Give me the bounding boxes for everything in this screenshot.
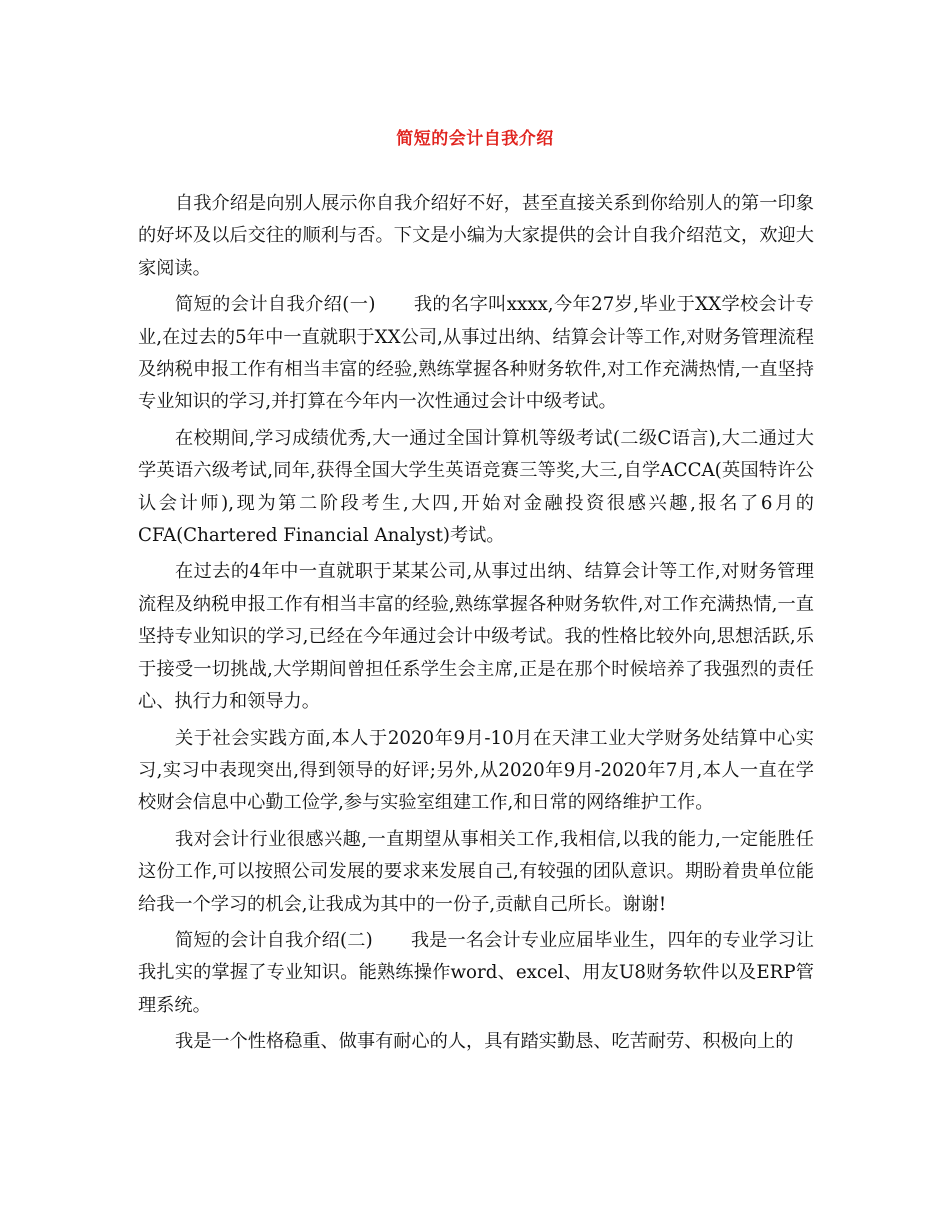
paragraph	[138, 723, 814, 820]
paragraph	[138, 556, 814, 718]
paragraph-text: 关于社会实践方面,本人于2020年9月-10月在天津工业大学财务处结算中心实习,实习中表现突出,得到领导的好评;另外,从2020年9月-2020年7月,本人一直在学校财会信息中心勤工俭学,参与实验室组建工作,和日常的网络维护工作。	[138, 727, 814, 814]
section-heading: 简短的会计自我介绍(二)	[175, 929, 373, 951]
document-title: 简短的会计自我介绍	[396, 129, 554, 149]
paragraph-text: 在校期间,学习成绩优秀,大一通过全国计算机等级考试(二级C语言),大二通过大学英语六级考试,同年,获得全国大学生英语竞赛三等奖,大三,自学ACCA(英国特许公认会计师),现为第二阶段考生,大四,开始对金融投资很感兴趣,报名了6月的CFA(Chartered Financial Analyst)考试。	[138, 427, 814, 547]
paragraph	[138, 423, 814, 553]
paragraph-text: 自我介绍是向别人展示你自我介绍好不好，甚至直接关系到你给别人的第一印象的好坏及以后交往的顺利与否。下文是小编为大家提供的会计自我介绍范文，欢迎大家阅读。	[138, 193, 814, 279]
paragraph	[138, 824, 814, 921]
paragraph	[138, 1026, 814, 1058]
paragraph-text: 我是一名会计专业应届毕业生，四年的专业学习让我扎实的掌握了专业知识。能熟练操作word、excel、用友U8财务软件以及ERP管理系统。	[138, 929, 814, 1016]
paragraph-text: 我的名字叫xxxx,今年27岁,毕业于XX学校会计专业,在过去的5年中一直就职于XX公司,从事过出纳、结算会计等工作,对财务管理流程及纳税申报工作有相当丰富的经验,熟练掌握各种财务软件,对工作充满热情,一直坚持专业知识的学习,并打算在今年内一次性通过会计中级考试。	[138, 294, 814, 413]
paragraph	[138, 925, 814, 1022]
paragraph-text: 我是一个性格稳重、做事有耐心的人，具有踏实勤恳、吃苦耐劳、积极向上的	[175, 1031, 794, 1053]
document-body	[138, 188, 814, 1063]
paragraph-text: 我对会计行业很感兴趣,一直期望从事相关工作,我相信,以我的能力,一定能胜任这份工作,可以按照公司发展的要求来发展自己,有较强的团队意识。期盼着贵单位能给我一个学习的机会,让我成为其中的一份子,贡献自己所长。谢谢!	[138, 828, 814, 915]
paragraph-text: 在过去的4年中一直就职于某某公司,从事过出纳、结算会计等工作,对财务管理流程及纳税申报工作有相当丰富的经验,熟练掌握各种财务软件,对工作充满热情,一直坚持专业知识的学习,已经在今年通过会计中级考试。我的性格比较外向,思想活跃,乐于接受一切挑战,大学期间曾担任系学生会主席,正是在那个时候培养了我强烈的责任心、执行力和领导力。	[138, 561, 814, 713]
paragraph	[138, 188, 814, 285]
paragraph	[138, 289, 814, 419]
section-heading: 简短的会计自我介绍(一)	[175, 294, 376, 316]
